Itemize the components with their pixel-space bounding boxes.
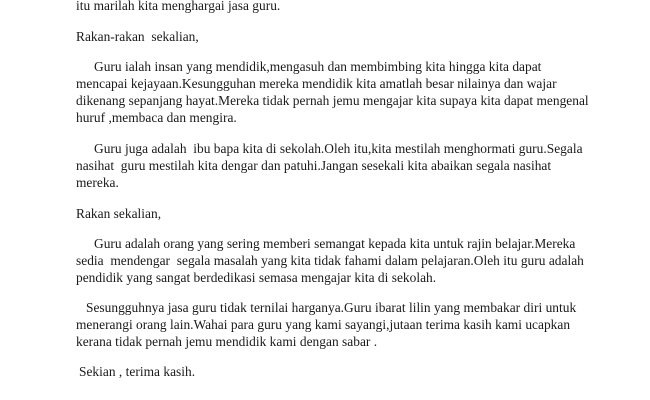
salutation-2: Rakan sekalian, — [76, 206, 162, 221]
salutation-1: Rakan-rakan sekalian, — [76, 29, 199, 44]
top-line: itu marilah kita menghargai jasa guru. — [76, 0, 281, 13]
paragraph-line: sedia mendengar segala masalah yang kita tidak fahami dalam pelajaran.Oleh itu guru adalah — [76, 253, 584, 268]
paragraph-line: huruf ,membaca dan mengira. — [76, 110, 237, 125]
paragraph-line: Sesungguhnya jasa guru tidak ternilai harganya.Guru ibarat lilin yang membakar diri untuk — [86, 300, 577, 315]
paragraph-line: mencapai kejayaan.Kesungguhan mereka mendidik kita amatlah besar nilainya dan wajar — [76, 76, 557, 91]
paragraph-line: pendidik yang sangat berdedikasi semasa mengajar kita di sekolah. — [76, 270, 437, 285]
paragraph-line: menerangi orang lain.Wahai para guru yang kami sayangi,jutaan terima kasih kami ucapkan — [76, 317, 571, 332]
paragraph-line: dikenang sepanjang hayat.Mereka tidak pernah jemu mengajar kita supaya kita dapat mengenal — [76, 93, 589, 108]
paragraph-line: Guru ialah insan yang mendidik,mengasuh dan membimbing kita hingga kita dapat — [94, 59, 542, 74]
closing: Sekian , terima kasih. — [79, 364, 196, 379]
paragraph-line: Guru adalah orang yang sering memberi semangat kepada kita untuk rajin belajar.Mereka — [94, 236, 576, 251]
paragraph-line: mereka. — [76, 175, 119, 190]
paragraph-line: nasihat guru mestilah kita dengar dan patuhi.Jangan sesekali kita abaikan segala nasihat — [76, 158, 552, 173]
paragraph-line: kerana tidak pernah jemu mendidik kami dengan sabar . — [76, 334, 378, 349]
paragraph-line: Guru juga adalah ibu bapa kita di sekolah.Oleh itu,kita mestilah menghormati guru.Segala — [94, 141, 583, 156]
